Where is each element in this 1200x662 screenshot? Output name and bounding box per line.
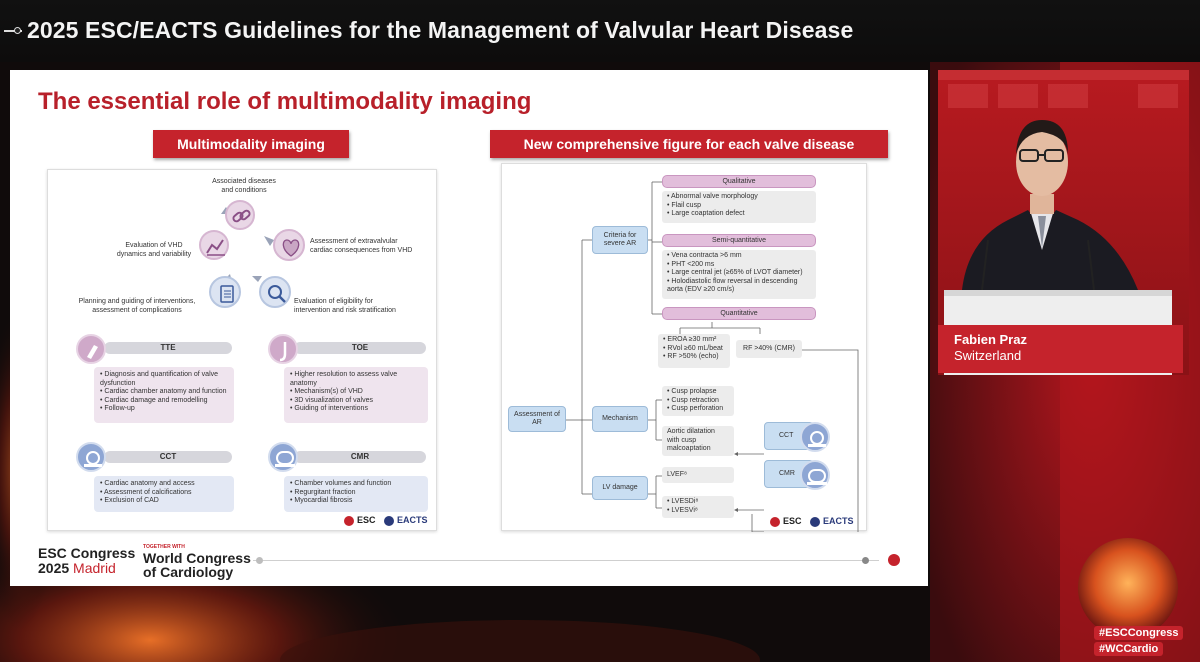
cct-item: • Cardiac anatomy and access	[100, 480, 195, 487]
presentation-slide	[10, 70, 928, 586]
tte-probe-icon	[76, 334, 106, 364]
tte-header: TTE	[104, 342, 232, 354]
tte-item: • Diagnosis and quantification of valve	[100, 371, 219, 378]
assessment-of-ar-box: Assessment of AR	[508, 406, 566, 432]
link-icon	[225, 200, 255, 230]
cusp-box	[662, 386, 734, 416]
esc-logo: ESC	[783, 516, 802, 526]
toe-header: TOE	[294, 342, 426, 354]
mech-item: • Cusp perforation	[667, 405, 724, 412]
cycle-bottom-left-text: Planning and guiding of interventions, assessment of complications	[78, 298, 196, 314]
world-congress-line2: of Cardiology	[143, 564, 234, 580]
tte-item: • Cardiac damage and remodelling	[100, 396, 208, 404]
magnifier-icon	[259, 276, 291, 308]
quantitative-echo-box	[658, 334, 730, 368]
aortic-dilatation-box	[662, 426, 734, 456]
multimodality-imaging-figure	[47, 169, 437, 531]
clipboard-icon	[209, 276, 241, 308]
eacts-logo-icon	[384, 516, 394, 526]
cmr-scanner-icon	[268, 442, 298, 472]
cmr-box: CMR	[764, 460, 814, 488]
mechanism-box: Mechanism	[592, 406, 648, 432]
esc-heart-logo-icon	[770, 517, 780, 527]
slide-title: The essential role of multimodality imaging	[38, 88, 532, 115]
semi-item: • Holodiastolic flow reversal in descending	[667, 277, 798, 285]
slide-progress-line	[253, 560, 879, 561]
quant-item: • RF >50% (echo)	[663, 353, 719, 360]
cmr-item: • Regurgitant fraction	[290, 488, 356, 496]
lvesd-item: • LVESDi⁸	[667, 498, 699, 505]
tte-item: dysfunction	[100, 379, 136, 387]
title-dot-icon	[14, 27, 21, 34]
aortic-item: Aortic dilatation	[667, 428, 715, 435]
semi-quantitative-box	[662, 250, 816, 299]
cct-item: • Exclusion of CAD	[100, 497, 159, 504]
cmr-item: • Chamber volumes and function	[290, 480, 392, 487]
session-title: 2025 ESC/EACTS Guidelines for the Management of Valvular Heart Disease	[27, 17, 854, 43]
qualitative-header: Qualitative	[662, 175, 816, 188]
world-congress-logo	[143, 551, 251, 579]
toe-item: • Higher resolution to assess valve	[290, 371, 398, 378]
esc-heart-logo-icon	[344, 516, 354, 526]
aortic-item: malcoaptation	[667, 445, 711, 452]
progress-start-dot	[256, 557, 263, 564]
cmr-item: • Myocardial fibrosis	[290, 497, 353, 504]
tte-box	[94, 367, 234, 423]
cycle-bottom-right-text: Evaluation of eligibility for intervention and risk stratification	[294, 298, 396, 314]
cycle-right-text: Assessment of extravalvular cardiac consequences from VHD	[310, 238, 413, 254]
mech-item: • Cusp retraction	[667, 396, 719, 404]
heart-icon	[273, 229, 305, 261]
semi-item: aorta (EDV ≥20 cm/s)	[667, 286, 735, 293]
speaker-country: Switzerland	[954, 348, 1022, 363]
quant-item: • RVol ≥60 mL/beat	[663, 344, 723, 352]
eacts-logo: EACTS	[823, 516, 854, 526]
tte-item: • Follow-up	[100, 405, 135, 412]
toe-probe-icon	[268, 334, 298, 364]
label-multimodality-imaging: Multimodality imaging	[153, 130, 349, 158]
cct-header: CCT	[104, 451, 232, 463]
congress-year: 2025	[38, 560, 70, 576]
qualitative-item: • Large coaptation defect	[667, 210, 745, 217]
speaker-name: Fabien Praz	[954, 332, 1027, 347]
congress-city: Madrid	[73, 560, 116, 576]
qualitative-item: • Flail cusp	[667, 201, 701, 209]
title-bar	[0, 0, 1200, 62]
lvef-box	[662, 467, 734, 483]
esc-congress-logo	[38, 546, 135, 576]
hashtag-wc-cardio: #WCCardio	[1094, 642, 1163, 656]
cmr-scanner-icon	[800, 460, 830, 490]
hashtag-esc-congress: #ESCCongress	[1094, 626, 1183, 640]
toe-item: anatomy	[290, 379, 317, 387]
cycle-top-text: Associated diseases and conditions	[212, 178, 276, 194]
cct-box	[94, 476, 234, 512]
quant-item: • EROA ≥30 mm²	[663, 336, 717, 343]
qualitative-box	[662, 191, 816, 223]
world-congress-line1: World Congress	[143, 550, 251, 566]
label-new-comprehensive-figure: New comprehensive figure for each valve disease	[490, 130, 888, 158]
chart-icon	[199, 230, 229, 260]
cycle-left-text: Evaluation of VHD dynamics and variability	[116, 242, 192, 258]
toe-item: • Mechanism(s) of VHD	[290, 388, 363, 395]
together-with-text: TOGETHER WITH	[143, 544, 185, 550]
esc-logo: ESC	[357, 515, 376, 525]
rf-cmr-box	[736, 340, 802, 358]
lvef-text: LVEF⁸	[667, 471, 687, 478]
progress-dot	[862, 557, 869, 564]
toe-box	[284, 367, 428, 423]
cct-scanner-icon	[76, 442, 106, 472]
mech-item: • Cusp prolapse	[667, 388, 717, 395]
esc-congress-text: ESC Congress	[38, 545, 136, 561]
cmr-header: CMR	[294, 451, 426, 463]
criteria-severe-ar-box: Criteria for severe AR	[592, 226, 648, 254]
lvesd-box	[662, 496, 734, 518]
semi-quantitative-header: Semi-quantitative	[662, 234, 816, 247]
eacts-logo: EACTS	[397, 515, 428, 525]
lvesd-item: • LVESVi⁸	[667, 506, 698, 514]
semi-item: • PHT <200 ms	[667, 260, 715, 268]
qualitative-item: • Abnormal valve morphology	[667, 193, 758, 200]
speaker-name-card	[938, 325, 1183, 373]
toe-item: • 3D visualization of valves	[290, 396, 373, 404]
semi-item: • Large central jet (≥65% of LVOT diameter)	[667, 269, 803, 276]
quantitative-header: Quantitative	[662, 307, 816, 320]
toe-item: • Guiding of interventions	[290, 405, 368, 412]
cct-item: • Assessment of calcifications	[100, 488, 192, 496]
cct-scanner-icon	[800, 422, 830, 452]
ar-assessment-flowchart	[501, 163, 867, 531]
lv-damage-box: LV damage	[592, 476, 648, 500]
progress-current-dot	[888, 554, 900, 566]
tte-item: • Cardiac chamber anatomy and function	[100, 388, 227, 395]
cmr-box	[284, 476, 428, 512]
cct-box: CCT	[764, 422, 814, 450]
eacts-logo-icon	[810, 517, 820, 527]
semi-item: • Vena contracta >6 mm	[667, 252, 742, 259]
rf-cmr-text: RF >40% (CMR)	[743, 345, 795, 352]
aortic-item: with cusp	[667, 436, 697, 444]
